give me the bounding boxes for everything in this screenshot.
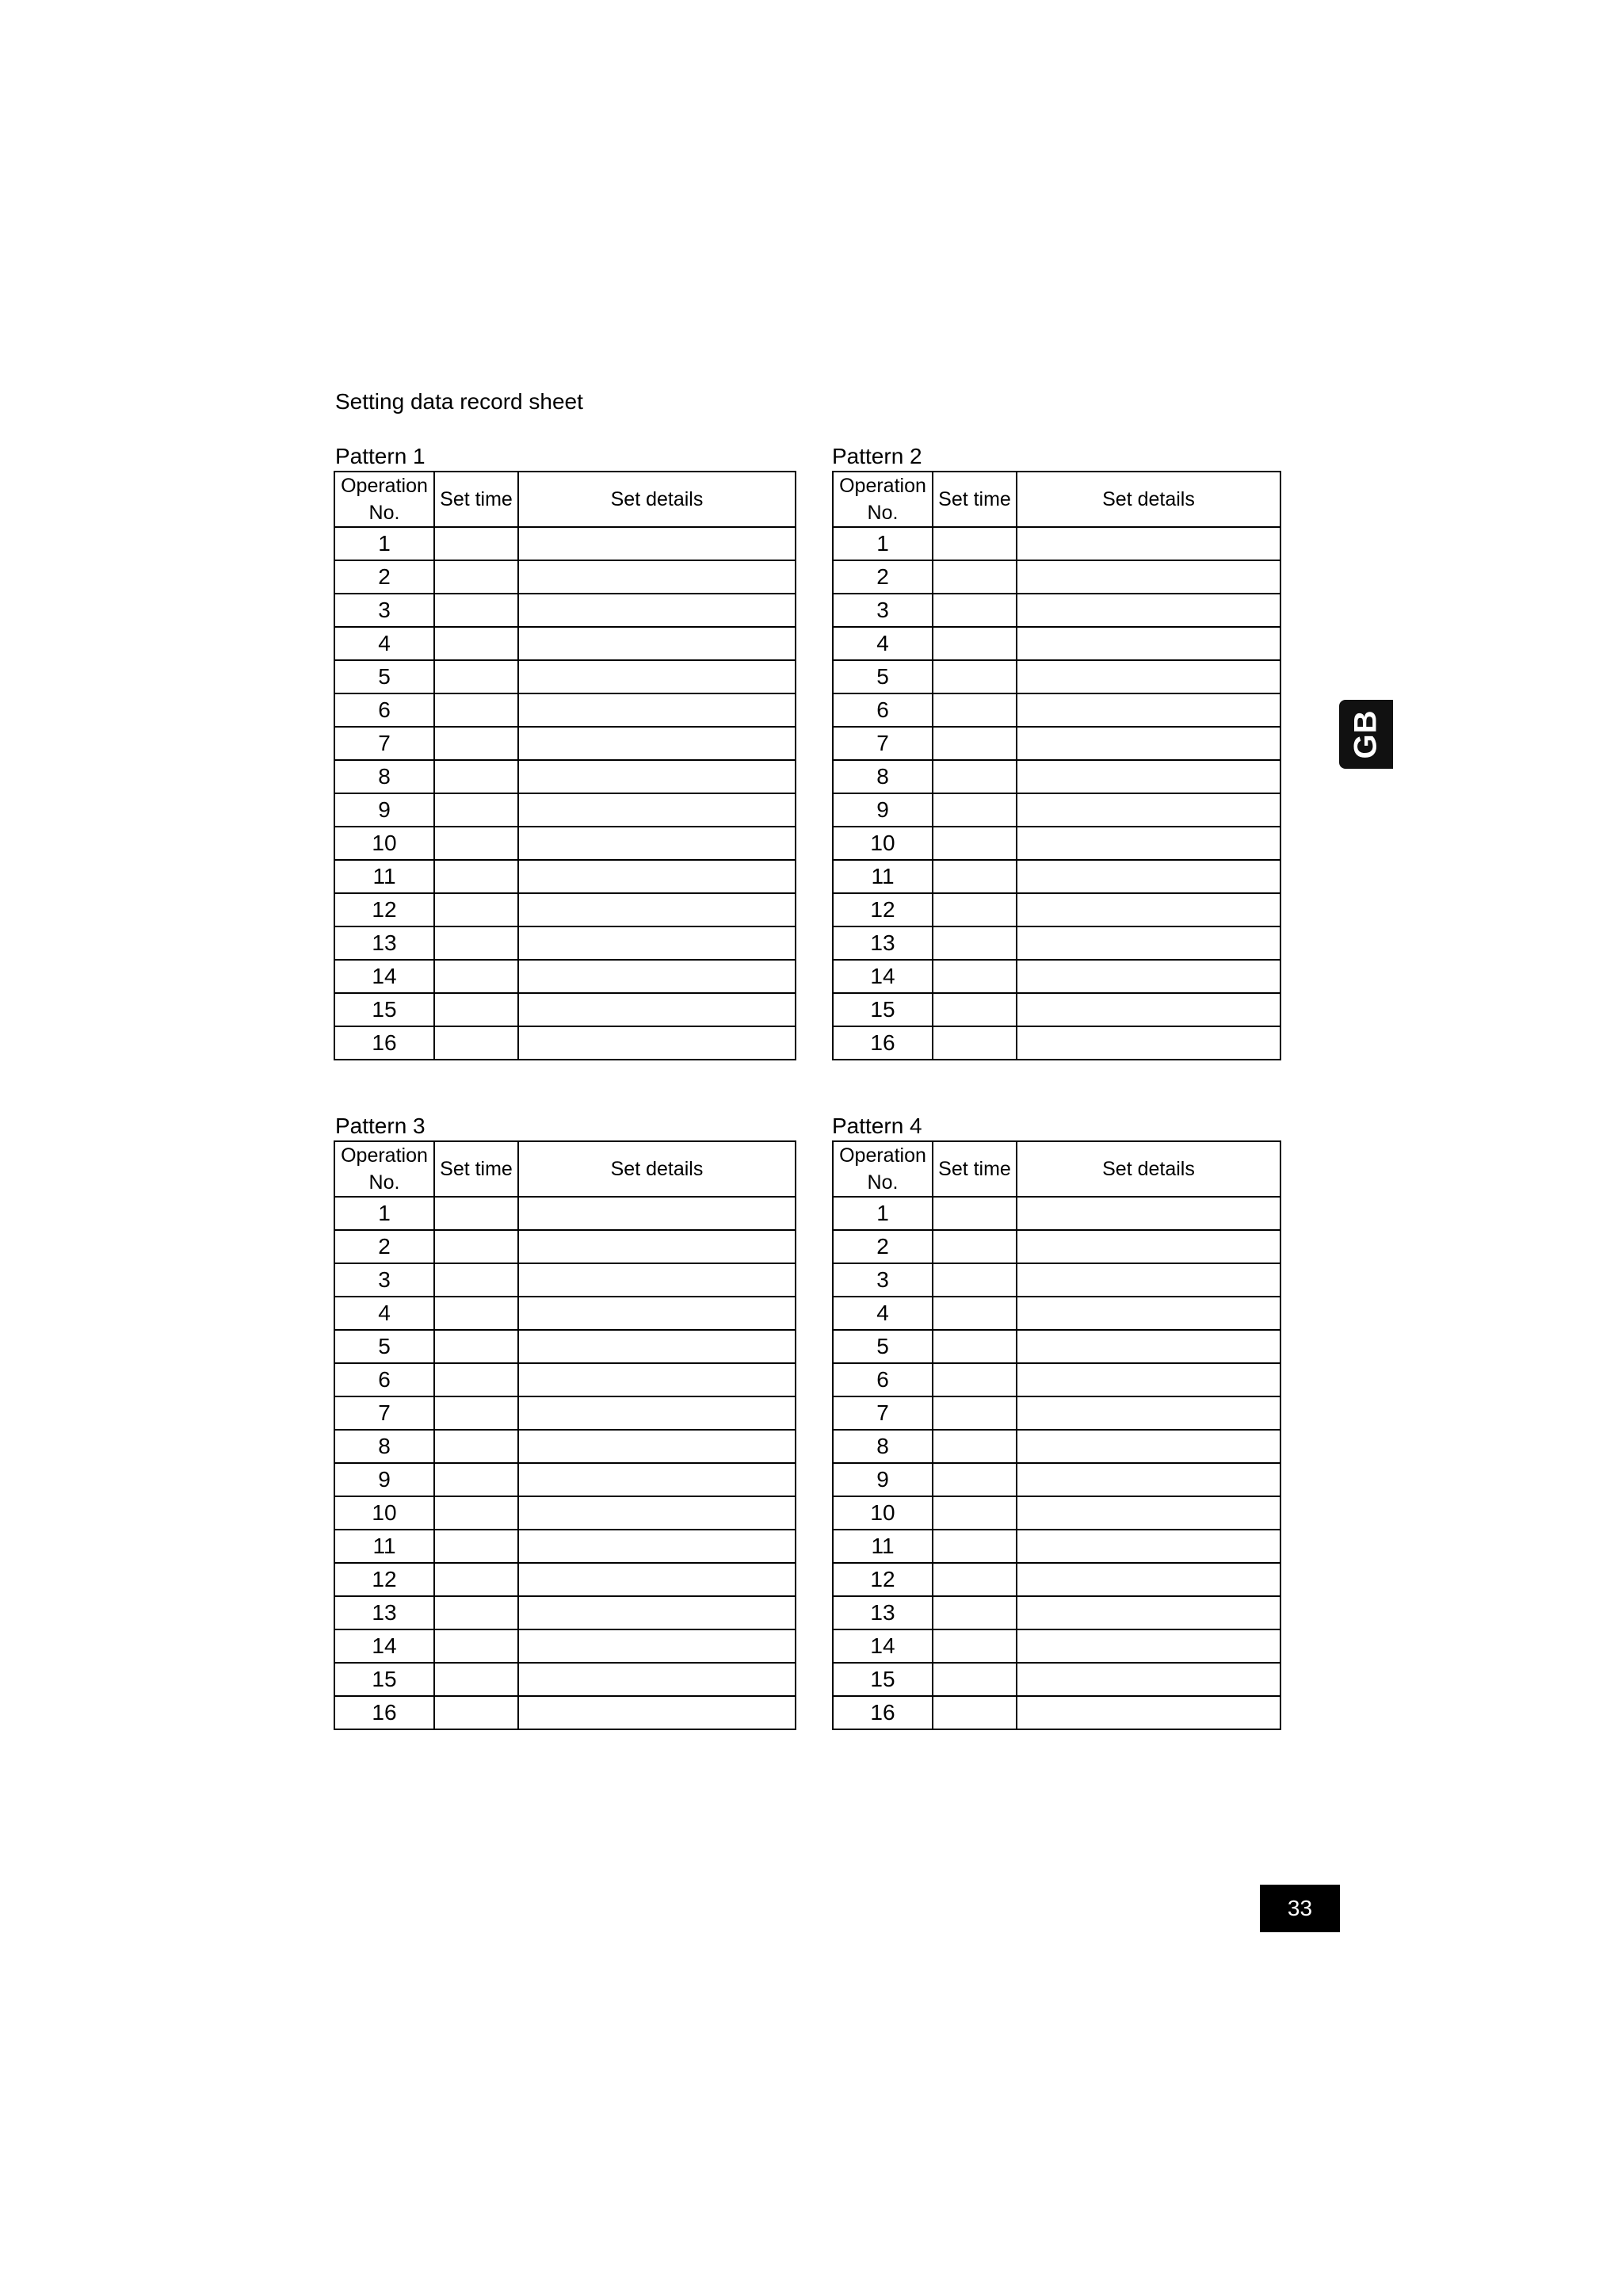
set-time-cell[interactable] xyxy=(933,993,1017,1026)
set-time-cell[interactable] xyxy=(933,594,1017,627)
set-details-cell[interactable] xyxy=(1017,1230,1280,1263)
table-row xyxy=(334,1629,796,1663)
table-row xyxy=(334,893,796,926)
operation-number: 9 xyxy=(334,1463,434,1496)
set-details-cell[interactable] xyxy=(518,1596,796,1629)
set-details-cell[interactable] xyxy=(518,827,796,860)
set-details-cell[interactable] xyxy=(518,1396,796,1430)
set-details-cell[interactable] xyxy=(518,1297,796,1330)
operation-number: 8 xyxy=(833,760,933,793)
set-details-cell[interactable] xyxy=(1017,660,1280,693)
operation-number: 11 xyxy=(334,1530,434,1563)
operation-number: 3 xyxy=(833,1263,933,1297)
pattern-1-title: Pattern 1 xyxy=(335,444,426,468)
set-details-cell[interactable] xyxy=(518,860,796,893)
set-time-cell[interactable] xyxy=(933,860,1017,893)
table-row xyxy=(334,627,796,660)
operation-number: 12 xyxy=(334,1563,434,1596)
operation-number: 6 xyxy=(334,693,434,727)
operation-number: 1 xyxy=(833,1197,933,1230)
set-details-cell[interactable] xyxy=(518,1629,796,1663)
table-row xyxy=(833,1330,1280,1363)
set-details-cell[interactable] xyxy=(1017,1197,1280,1230)
operation-number: 7 xyxy=(334,1396,434,1430)
set-time-cell[interactable] xyxy=(434,1663,518,1696)
operation-number: 4 xyxy=(833,1297,933,1330)
set-details-cell[interactable] xyxy=(1017,1596,1280,1629)
set-time-cell[interactable] xyxy=(933,1463,1017,1496)
set-details-cell[interactable] xyxy=(518,660,796,693)
header-operation-no: Operation No. xyxy=(833,1141,933,1197)
operation-number: 13 xyxy=(334,1596,434,1629)
set-details-cell[interactable] xyxy=(518,1696,796,1729)
table-row xyxy=(833,560,1280,594)
set-details-cell[interactable] xyxy=(1017,1026,1280,1060)
set-time-cell[interactable] xyxy=(434,960,518,993)
table-row xyxy=(334,926,796,960)
set-details-cell[interactable] xyxy=(1017,1463,1280,1496)
operation-number: 5 xyxy=(334,1330,434,1363)
language-tab-label: GB xyxy=(1348,709,1383,759)
table-row xyxy=(334,1197,796,1230)
set-time-cell[interactable] xyxy=(933,1696,1017,1729)
table-row xyxy=(833,1263,1280,1297)
table-row xyxy=(833,1230,1280,1263)
operation-number: 8 xyxy=(334,760,434,793)
operation-number: 13 xyxy=(334,926,434,960)
set-time-cell[interactable] xyxy=(933,1026,1017,1060)
operation-number: 9 xyxy=(334,793,434,827)
set-time-cell[interactable] xyxy=(434,1463,518,1496)
table-row xyxy=(833,993,1280,1026)
table-row xyxy=(833,660,1280,693)
set-details-cell[interactable] xyxy=(518,1463,796,1496)
pattern-4-title: Pattern 4 xyxy=(832,1114,922,1138)
set-details-cell[interactable] xyxy=(518,760,796,793)
set-details-cell[interactable] xyxy=(1017,1263,1280,1297)
set-time-cell[interactable] xyxy=(434,860,518,893)
table-row xyxy=(334,693,796,727)
table-row xyxy=(334,560,796,594)
operation-number: 4 xyxy=(833,627,933,660)
table-row xyxy=(833,1197,1280,1230)
set-time-cell[interactable] xyxy=(434,1496,518,1530)
header-set-details: Set details xyxy=(518,472,796,527)
set-time-cell[interactable] xyxy=(434,793,518,827)
set-details-cell[interactable] xyxy=(1017,926,1280,960)
language-tab xyxy=(1339,700,1393,769)
set-time-cell[interactable] xyxy=(434,560,518,594)
pattern-2-title: Pattern 2 xyxy=(832,444,922,468)
operation-number: 2 xyxy=(334,1230,434,1263)
table-row xyxy=(833,1396,1280,1430)
operation-number: 14 xyxy=(833,960,933,993)
table-row xyxy=(334,1026,796,1060)
table-row xyxy=(334,1263,796,1297)
header-set-details: Set details xyxy=(1017,1141,1280,1197)
table-row xyxy=(833,594,1280,627)
set-details-cell[interactable] xyxy=(1017,860,1280,893)
operation-number: 12 xyxy=(833,893,933,926)
pattern-1-table xyxy=(334,471,796,1060)
operation-number: 12 xyxy=(334,893,434,926)
table-row xyxy=(334,1663,796,1696)
set-time-cell[interactable] xyxy=(434,527,518,560)
set-details-cell[interactable] xyxy=(1017,960,1280,993)
table-row xyxy=(833,693,1280,727)
set-details-cell[interactable] xyxy=(1017,1496,1280,1530)
table-row xyxy=(833,727,1280,760)
table-row xyxy=(833,1363,1280,1396)
set-details-cell[interactable] xyxy=(518,1197,796,1230)
set-time-cell[interactable] xyxy=(933,627,1017,660)
operation-number: 10 xyxy=(833,1496,933,1530)
table-row xyxy=(833,760,1280,793)
operation-number: 14 xyxy=(833,1629,933,1663)
operation-number: 1 xyxy=(833,527,933,560)
operation-number: 5 xyxy=(334,660,434,693)
operation-number: 3 xyxy=(833,594,933,627)
header-set-time: Set time xyxy=(434,472,518,527)
operation-number: 14 xyxy=(334,1629,434,1663)
operation-number: 15 xyxy=(833,993,933,1026)
table-row xyxy=(833,1629,1280,1663)
set-time-cell[interactable] xyxy=(434,760,518,793)
set-details-cell[interactable] xyxy=(518,926,796,960)
set-time-cell[interactable] xyxy=(434,660,518,693)
set-time-cell[interactable] xyxy=(933,1297,1017,1330)
set-details-cell[interactable] xyxy=(1017,1396,1280,1430)
set-details-cell[interactable] xyxy=(518,793,796,827)
set-details-cell[interactable] xyxy=(518,960,796,993)
table-row xyxy=(833,1663,1280,1696)
table-row xyxy=(334,1563,796,1596)
operation-number: 1 xyxy=(334,527,434,560)
set-details-cell[interactable] xyxy=(1017,560,1280,594)
operation-number: 2 xyxy=(334,560,434,594)
operation-number: 15 xyxy=(334,993,434,1026)
set-time-cell[interactable] xyxy=(434,1563,518,1596)
table-row xyxy=(833,893,1280,926)
table-row xyxy=(334,527,796,560)
set-time-cell[interactable] xyxy=(434,594,518,627)
set-details-cell[interactable] xyxy=(1017,1363,1280,1396)
set-details-cell[interactable] xyxy=(518,594,796,627)
table-row xyxy=(833,960,1280,993)
set-details-cell[interactable] xyxy=(518,560,796,594)
set-time-cell[interactable] xyxy=(434,1530,518,1563)
set-time-cell[interactable] xyxy=(933,1596,1017,1629)
operation-number: 8 xyxy=(334,1430,434,1463)
set-time-cell[interactable] xyxy=(933,693,1017,727)
set-time-cell[interactable] xyxy=(434,693,518,727)
table-row xyxy=(833,1026,1280,1060)
set-time-cell[interactable] xyxy=(434,827,518,860)
set-details-cell[interactable] xyxy=(518,993,796,1026)
set-time-cell[interactable] xyxy=(434,993,518,1026)
table-row xyxy=(833,1430,1280,1463)
set-details-cell[interactable] xyxy=(518,1496,796,1530)
table-row xyxy=(334,960,796,993)
set-time-cell[interactable] xyxy=(933,760,1017,793)
set-details-cell[interactable] xyxy=(1017,627,1280,660)
set-time-cell[interactable] xyxy=(933,1363,1017,1396)
set-details-cell[interactable] xyxy=(518,1663,796,1696)
operation-number: 6 xyxy=(833,1363,933,1396)
operation-number: 15 xyxy=(334,1663,434,1696)
operation-number: 6 xyxy=(334,1363,434,1396)
operation-number: 5 xyxy=(833,1330,933,1363)
set-details-cell[interactable] xyxy=(1017,760,1280,793)
operation-number: 16 xyxy=(833,1696,933,1729)
operation-number: 16 xyxy=(833,1026,933,1060)
table-row xyxy=(334,1297,796,1330)
operation-number: 13 xyxy=(833,1596,933,1629)
set-time-cell[interactable] xyxy=(434,893,518,926)
set-time-cell[interactable] xyxy=(933,727,1017,760)
header-operation-no: Operation No. xyxy=(334,472,434,527)
operation-number: 11 xyxy=(334,860,434,893)
table-row xyxy=(833,1563,1280,1596)
table-row xyxy=(334,1530,796,1563)
set-details-cell[interactable] xyxy=(1017,827,1280,860)
table-row xyxy=(334,1396,796,1430)
set-details-cell[interactable] xyxy=(518,1263,796,1297)
header-set-time: Set time xyxy=(434,1141,518,1197)
table-row xyxy=(334,594,796,627)
operation-number: 3 xyxy=(334,594,434,627)
set-time-cell[interactable] xyxy=(434,1596,518,1629)
operation-number: 3 xyxy=(334,1263,434,1297)
operation-number: 6 xyxy=(833,693,933,727)
table-row xyxy=(334,1696,796,1729)
operation-number: 10 xyxy=(833,827,933,860)
operation-number: 14 xyxy=(334,960,434,993)
set-details-cell[interactable] xyxy=(1017,727,1280,760)
set-time-cell[interactable] xyxy=(434,727,518,760)
set-time-cell[interactable] xyxy=(933,527,1017,560)
set-time-cell[interactable] xyxy=(933,926,1017,960)
set-details-cell[interactable] xyxy=(1017,1530,1280,1563)
set-details-cell[interactable] xyxy=(1017,1330,1280,1363)
set-details-cell[interactable] xyxy=(518,1530,796,1563)
set-details-cell[interactable] xyxy=(518,627,796,660)
table-row xyxy=(334,760,796,793)
header-operation-no: Operation No. xyxy=(833,472,933,527)
operation-number: 7 xyxy=(334,727,434,760)
operation-number: 12 xyxy=(833,1563,933,1596)
set-time-cell[interactable] xyxy=(434,1263,518,1297)
table-row xyxy=(334,793,796,827)
set-time-cell[interactable] xyxy=(434,627,518,660)
table-row xyxy=(833,827,1280,860)
set-time-cell[interactable] xyxy=(933,560,1017,594)
table-row xyxy=(334,1463,796,1496)
table-row xyxy=(334,993,796,1026)
operation-number: 9 xyxy=(833,793,933,827)
set-time-cell[interactable] xyxy=(933,1263,1017,1297)
set-time-cell[interactable] xyxy=(434,1230,518,1263)
table-row xyxy=(334,1330,796,1363)
set-time-cell[interactable] xyxy=(933,1197,1017,1230)
table-row xyxy=(334,1363,796,1396)
set-time-cell[interactable] xyxy=(434,926,518,960)
set-time-cell[interactable] xyxy=(933,1430,1017,1463)
table-row xyxy=(833,627,1280,660)
operation-number: 15 xyxy=(833,1663,933,1696)
operation-number: 16 xyxy=(334,1026,434,1060)
set-details-cell[interactable] xyxy=(1017,1663,1280,1696)
set-time-cell[interactable] xyxy=(933,1530,1017,1563)
header-set-time: Set time xyxy=(933,1141,1017,1197)
set-time-cell[interactable] xyxy=(434,1396,518,1430)
set-time-cell[interactable] xyxy=(933,1563,1017,1596)
set-details-cell[interactable] xyxy=(1017,1563,1280,1596)
operation-number: 4 xyxy=(334,1297,434,1330)
set-time-cell[interactable] xyxy=(933,660,1017,693)
set-details-cell[interactable] xyxy=(518,1026,796,1060)
table-row xyxy=(833,860,1280,893)
header-set-details: Set details xyxy=(518,1141,796,1197)
operation-number: 11 xyxy=(833,860,933,893)
table-row xyxy=(833,527,1280,560)
operation-number: 4 xyxy=(334,627,434,660)
table-row xyxy=(334,727,796,760)
operation-number: 16 xyxy=(334,1696,434,1729)
set-time-cell[interactable] xyxy=(434,1330,518,1363)
operation-number: 13 xyxy=(833,926,933,960)
table-row xyxy=(334,660,796,693)
set-time-cell[interactable] xyxy=(933,893,1017,926)
set-time-cell[interactable] xyxy=(933,1663,1017,1696)
pattern-3-title: Pattern 3 xyxy=(335,1114,426,1138)
set-time-cell[interactable] xyxy=(933,793,1017,827)
set-details-cell[interactable] xyxy=(1017,594,1280,627)
set-details-cell[interactable] xyxy=(1017,1430,1280,1463)
set-details-cell[interactable] xyxy=(1017,1297,1280,1330)
pattern-4-table xyxy=(832,1140,1281,1730)
table-row xyxy=(833,1297,1280,1330)
sheet-title: Setting data record sheet xyxy=(335,389,583,414)
set-time-cell[interactable] xyxy=(933,1230,1017,1263)
set-time-cell[interactable] xyxy=(434,1629,518,1663)
set-time-cell[interactable] xyxy=(434,1363,518,1396)
operation-number: 2 xyxy=(833,560,933,594)
operation-number: 5 xyxy=(833,660,933,693)
set-time-cell[interactable] xyxy=(434,1197,518,1230)
page-number: 33 xyxy=(1260,1885,1340,1932)
set-details-cell[interactable] xyxy=(518,1363,796,1396)
set-details-cell[interactable] xyxy=(518,1430,796,1463)
operation-number: 7 xyxy=(833,1396,933,1430)
set-details-cell[interactable] xyxy=(518,693,796,727)
operation-number: 8 xyxy=(833,1430,933,1463)
set-time-cell[interactable] xyxy=(933,827,1017,860)
table-row xyxy=(833,1530,1280,1563)
table-row xyxy=(334,1430,796,1463)
table-row xyxy=(833,1496,1280,1530)
pattern-3-table xyxy=(334,1140,796,1730)
set-time-cell[interactable] xyxy=(434,1430,518,1463)
table-row xyxy=(334,1496,796,1530)
table-row xyxy=(334,1230,796,1263)
set-time-cell[interactable] xyxy=(933,1629,1017,1663)
table-row xyxy=(833,926,1280,960)
operation-number: 2 xyxy=(833,1230,933,1263)
set-details-cell[interactable] xyxy=(518,727,796,760)
operation-number: 9 xyxy=(833,1463,933,1496)
header-operation-no: Operation No. xyxy=(334,1141,434,1197)
set-details-cell[interactable] xyxy=(1017,693,1280,727)
table-row xyxy=(334,860,796,893)
set-details-cell[interactable] xyxy=(518,1230,796,1263)
operation-number: 1 xyxy=(334,1197,434,1230)
set-details-cell[interactable] xyxy=(1017,993,1280,1026)
operation-number: 10 xyxy=(334,827,434,860)
table-row xyxy=(833,1463,1280,1496)
operation-number: 7 xyxy=(833,727,933,760)
operation-number: 11 xyxy=(833,1530,933,1563)
set-details-cell[interactable] xyxy=(1017,793,1280,827)
table-row xyxy=(334,827,796,860)
table-row xyxy=(833,793,1280,827)
set-time-cell[interactable] xyxy=(434,1026,518,1060)
set-time-cell[interactable] xyxy=(434,1297,518,1330)
pattern-2-table xyxy=(832,471,1281,1060)
set-time-cell[interactable] xyxy=(933,1396,1017,1430)
table-row xyxy=(833,1696,1280,1729)
header-set-details: Set details xyxy=(1017,472,1280,527)
set-time-cell[interactable] xyxy=(933,1330,1017,1363)
header-set-time: Set time xyxy=(933,472,1017,527)
set-details-cell[interactable] xyxy=(1017,1696,1280,1729)
set-details-cell[interactable] xyxy=(518,1330,796,1363)
set-details-cell[interactable] xyxy=(518,527,796,560)
set-details-cell[interactable] xyxy=(1017,527,1280,560)
set-details-cell[interactable] xyxy=(1017,1629,1280,1663)
set-time-cell[interactable] xyxy=(933,1496,1017,1530)
table-row xyxy=(334,1596,796,1629)
set-time-cell[interactable] xyxy=(434,1696,518,1729)
set-time-cell[interactable] xyxy=(933,960,1017,993)
set-details-cell[interactable] xyxy=(518,893,796,926)
operation-number: 10 xyxy=(334,1496,434,1530)
set-details-cell[interactable] xyxy=(1017,893,1280,926)
table-row xyxy=(833,1596,1280,1629)
set-details-cell[interactable] xyxy=(518,1563,796,1596)
